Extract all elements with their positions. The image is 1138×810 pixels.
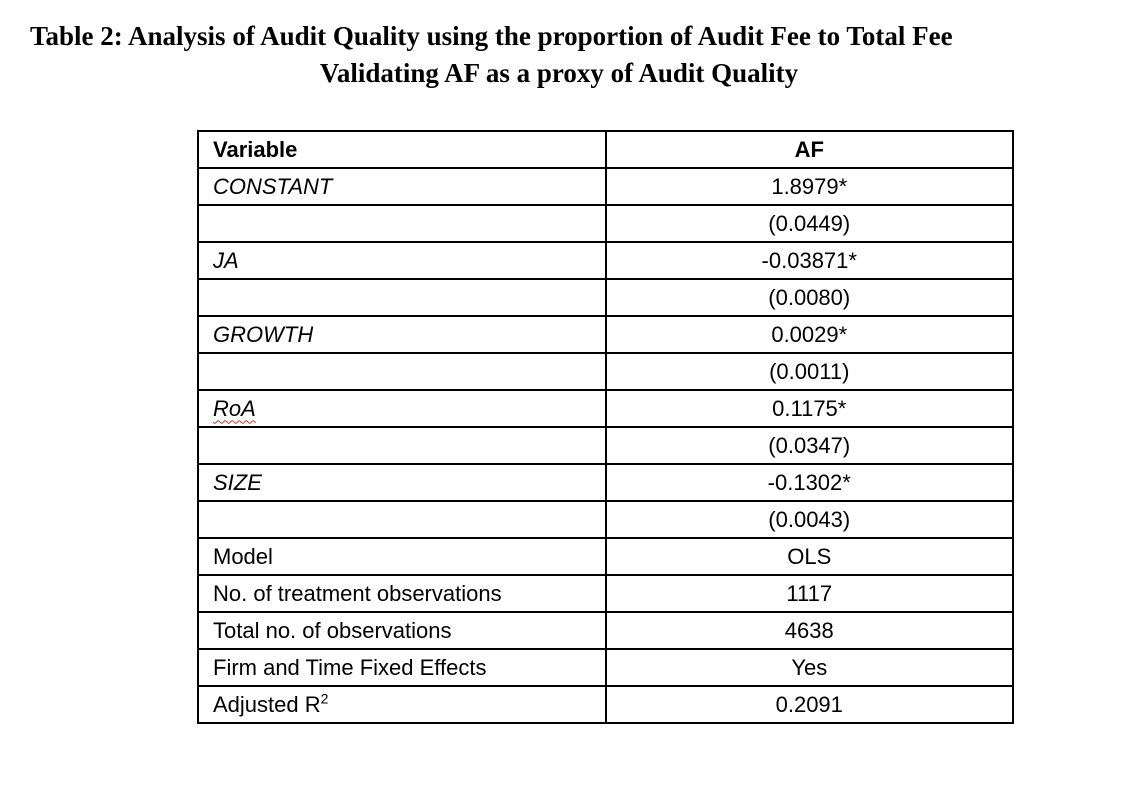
row-value: 0.2091 [606, 686, 1013, 723]
table-row [198, 205, 1013, 242]
row-label [198, 390, 606, 427]
row-label [198, 279, 606, 316]
table-row [198, 575, 1013, 612]
row-label: CONSTANT [198, 168, 606, 205]
adjusted-r-label: Adjusted R [213, 691, 321, 717]
row-label: No. of treatment observations [198, 575, 606, 612]
row-value: (0.0043) [606, 501, 1013, 538]
header-af: AF [606, 131, 1013, 168]
row-label [198, 353, 606, 390]
row-label [198, 427, 606, 464]
table-row [198, 612, 1013, 649]
table-row [198, 427, 1013, 464]
row-value: -0.1302* [606, 464, 1013, 501]
row-value: OLS [606, 538, 1013, 575]
row-value: 0.1175* [606, 390, 1013, 427]
row-label [198, 686, 606, 723]
table-row [198, 501, 1013, 538]
row-value: 1.8979* [606, 168, 1013, 205]
row-label [198, 501, 606, 538]
caption-line-2: Validating AF as a proxy of Audit Quality [319, 58, 799, 88]
row-label: SIZE [198, 464, 606, 501]
caption-line-1: Table 2: Analysis of Audit Quality using the proportion of Audit Fee to Total Fee [30, 21, 953, 51]
table-row [198, 649, 1013, 686]
table-row [198, 538, 1013, 575]
row-value: (0.0347) [606, 427, 1013, 464]
row-value: 4638 [606, 612, 1013, 649]
table-row [198, 168, 1013, 205]
spellcheck-underlined-label: RoA [213, 395, 256, 421]
row-value: (0.0011) [606, 353, 1013, 390]
row-label [198, 205, 606, 242]
table-row [198, 353, 1013, 390]
header-variable: Variable [198, 131, 606, 168]
row-label: Model [198, 538, 606, 575]
row-label: Firm and Time Fixed Effects [198, 649, 606, 686]
regression-table [197, 130, 1014, 724]
row-value: 1117 [606, 575, 1013, 612]
table-row [198, 316, 1013, 353]
row-value: (0.0080) [606, 279, 1013, 316]
table-row [198, 390, 1013, 427]
table-row [198, 242, 1013, 279]
row-value: (0.0449) [606, 205, 1013, 242]
table-row [198, 686, 1013, 723]
row-label: Total no. of observations [198, 612, 606, 649]
row-label: GROWTH [198, 316, 606, 353]
table-row [198, 279, 1013, 316]
header-row [198, 131, 1013, 168]
superscript-two: 2 [320, 690, 329, 707]
row-value: Yes [606, 649, 1013, 686]
row-label: JA [198, 242, 606, 279]
row-value: 0.0029* [606, 316, 1013, 353]
table-row [198, 464, 1013, 501]
row-value: -0.03871* [606, 242, 1013, 279]
